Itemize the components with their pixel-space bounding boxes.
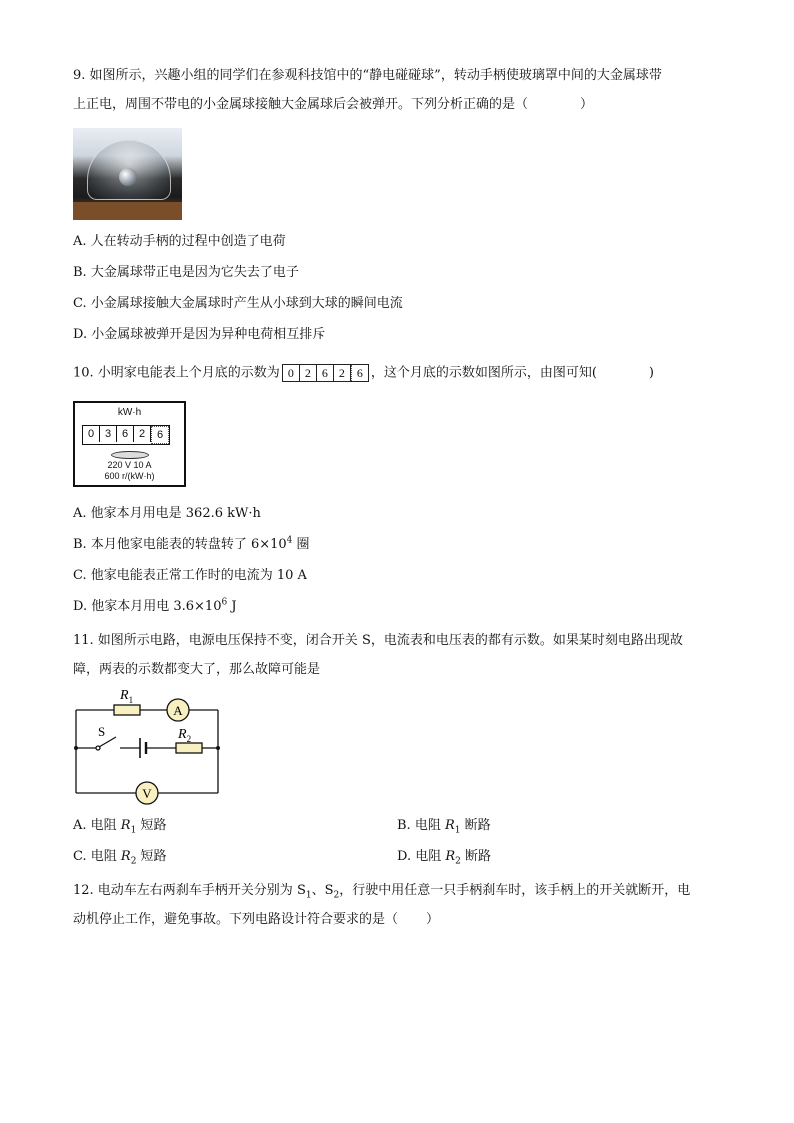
prev-digit-decimal: 6 xyxy=(351,365,368,381)
q11-option-d-var: R xyxy=(445,849,456,864)
q9-option-b: B. 大金属球带正电是因为它失去了电子 xyxy=(73,265,299,280)
r1-label: $R_1$ xyxy=(120,688,134,705)
ammeter-label: A xyxy=(173,703,183,718)
metal-ball xyxy=(119,168,137,186)
q11-option-a-text: A. 电阻 xyxy=(73,818,121,833)
q11-option-d-sub: 2 xyxy=(455,856,461,867)
q10-option-d xyxy=(73,598,237,616)
prev-digit: 0 xyxy=(283,365,300,381)
q12-text-line2: 动机停止工作，避免事故。下列电路设计符合要求的是（ xyxy=(73,912,399,927)
meter-digit: 2 xyxy=(134,426,151,442)
switch-label: S xyxy=(98,724,106,739)
prev-digit: 6 xyxy=(317,365,334,381)
q9-option-d: D. 小金属球被弹开是因为异种电荷相互排斥 xyxy=(73,327,326,342)
q9-stem-line2 xyxy=(73,96,593,114)
q12-s2-sub: 2 xyxy=(333,890,340,901)
q10-option-b-unit: 圈 xyxy=(292,537,310,552)
meter-rating-line1: 220 V 10 A xyxy=(107,460,152,470)
junction-left xyxy=(74,746,78,750)
voltmeter-label: V xyxy=(142,786,152,801)
q10-option-d-unit: J xyxy=(227,599,237,614)
meter-disc xyxy=(111,451,149,459)
q10-option-b xyxy=(73,536,310,554)
q11-option-b-post: 断路 xyxy=(460,818,491,833)
q10-option-d-text: D. 他家本月用电 3.6×10 xyxy=(73,599,222,614)
wooden-base xyxy=(73,202,182,220)
meter-digit-decimal: 6 xyxy=(151,426,169,444)
q10-option-b-exp: 4 xyxy=(286,535,293,546)
q11-option-a-sub: 1 xyxy=(130,825,137,836)
meter-digit: 0 xyxy=(83,426,100,442)
resistor-r1 xyxy=(114,705,140,715)
meter-rating-line2: 600 r/(kW·h) xyxy=(104,471,155,481)
q11-option-a-var: R xyxy=(120,818,131,833)
q9-stem-text: 上正电，周围不带电的小金属球接触大金属球后会被弹开。下列分析正确的是（ xyxy=(73,97,529,112)
q10-stem-before: 10. 小明家电能表上个月底的示数为 xyxy=(73,365,280,381)
q12-stem-line1 xyxy=(73,882,690,900)
q10-stem-after: ，这个月底的示数如图所示，由图可知( xyxy=(370,365,597,381)
q11-option-c-post: 短路 xyxy=(136,849,167,864)
q11-option-b-sub: 1 xyxy=(454,825,461,836)
q11-option-c-var: R xyxy=(120,849,131,864)
q11-option-d xyxy=(397,848,491,866)
q9-option-a: A. 人在转动手柄的过程中创造了电荷 xyxy=(73,234,286,249)
meter-rating xyxy=(75,460,184,482)
q10-option-c: C. 他家电能表正常工作时的电流为 10 A xyxy=(73,568,307,583)
q11-option-c xyxy=(73,848,167,866)
q10-stem xyxy=(73,364,654,383)
q11-option-b xyxy=(397,817,491,835)
q11-option-d-text: D. 电阻 xyxy=(397,849,446,864)
q10-option-d-exp: 6 xyxy=(221,597,228,608)
q10-paren-close: ) xyxy=(648,365,654,381)
q10-option-a: A. 他家本月用电是 362.6 kW·h xyxy=(73,506,261,521)
prev-digit: 2 xyxy=(334,365,351,381)
q12-text-a: 12. 电动车左右两刹车手柄开关分别为 S xyxy=(73,883,306,898)
q9-stem-line1: 9. 如图所示，兴趣小组的同学们在参观科技馆中的“静电碰碰球”，转动手柄使玻璃罩中间的大金属球带 xyxy=(73,68,662,83)
q11-option-c-sub: 2 xyxy=(130,856,137,867)
q11-stem-line2: 障，两表的示数都变大了，那么故障可能是 xyxy=(73,662,321,677)
q11-option-a-post: 短路 xyxy=(136,818,167,833)
junction-right xyxy=(216,746,220,750)
q12-text-c: ，行驶中用任意一只手柄刹车时，该手柄上的开关就断开，电 xyxy=(339,883,691,898)
q12-stem-line2 xyxy=(73,911,439,929)
q12-paren-close: ） xyxy=(426,912,440,927)
static-ball-photo xyxy=(73,128,182,220)
meter-digits xyxy=(82,425,170,445)
q11-option-d-post: 断路 xyxy=(460,849,492,864)
q11-stem-line1: 11. 如图所示电路，电源电压保持不变，闭合开关 S，电流表和电压表的都有示数。如果某时刻电路出现故 xyxy=(73,633,683,648)
meter-unit: kW·h xyxy=(117,407,142,418)
q11-option-b-var: R xyxy=(444,818,455,833)
prev-digit: 2 xyxy=(300,365,317,381)
q9-paren-close: ） xyxy=(580,97,594,112)
meter-digit: 6 xyxy=(117,426,134,442)
q9-option-c: C. 小金属球接触大金属球时产生从小球到大球的瞬间电流 xyxy=(73,296,403,311)
circuit-diagram xyxy=(68,684,228,806)
prev-meter-reading xyxy=(282,364,369,382)
resistor-r2 xyxy=(176,743,202,753)
q11-option-a xyxy=(73,817,166,835)
r2-label: $R_2$ xyxy=(178,727,192,744)
q11-option-b-text: B. 电阻 xyxy=(397,818,445,833)
meter-digit: 3 xyxy=(100,426,117,442)
q11-option-c-text: C. 电阻 xyxy=(73,849,121,864)
q12-s1-sub: 1 xyxy=(305,890,312,901)
energy-meter-figure xyxy=(73,401,186,487)
q10-option-b-text: B. 本月他家电能表的转盘转了 6×10 xyxy=(73,537,287,552)
q12-text-b: 、S xyxy=(311,883,334,898)
